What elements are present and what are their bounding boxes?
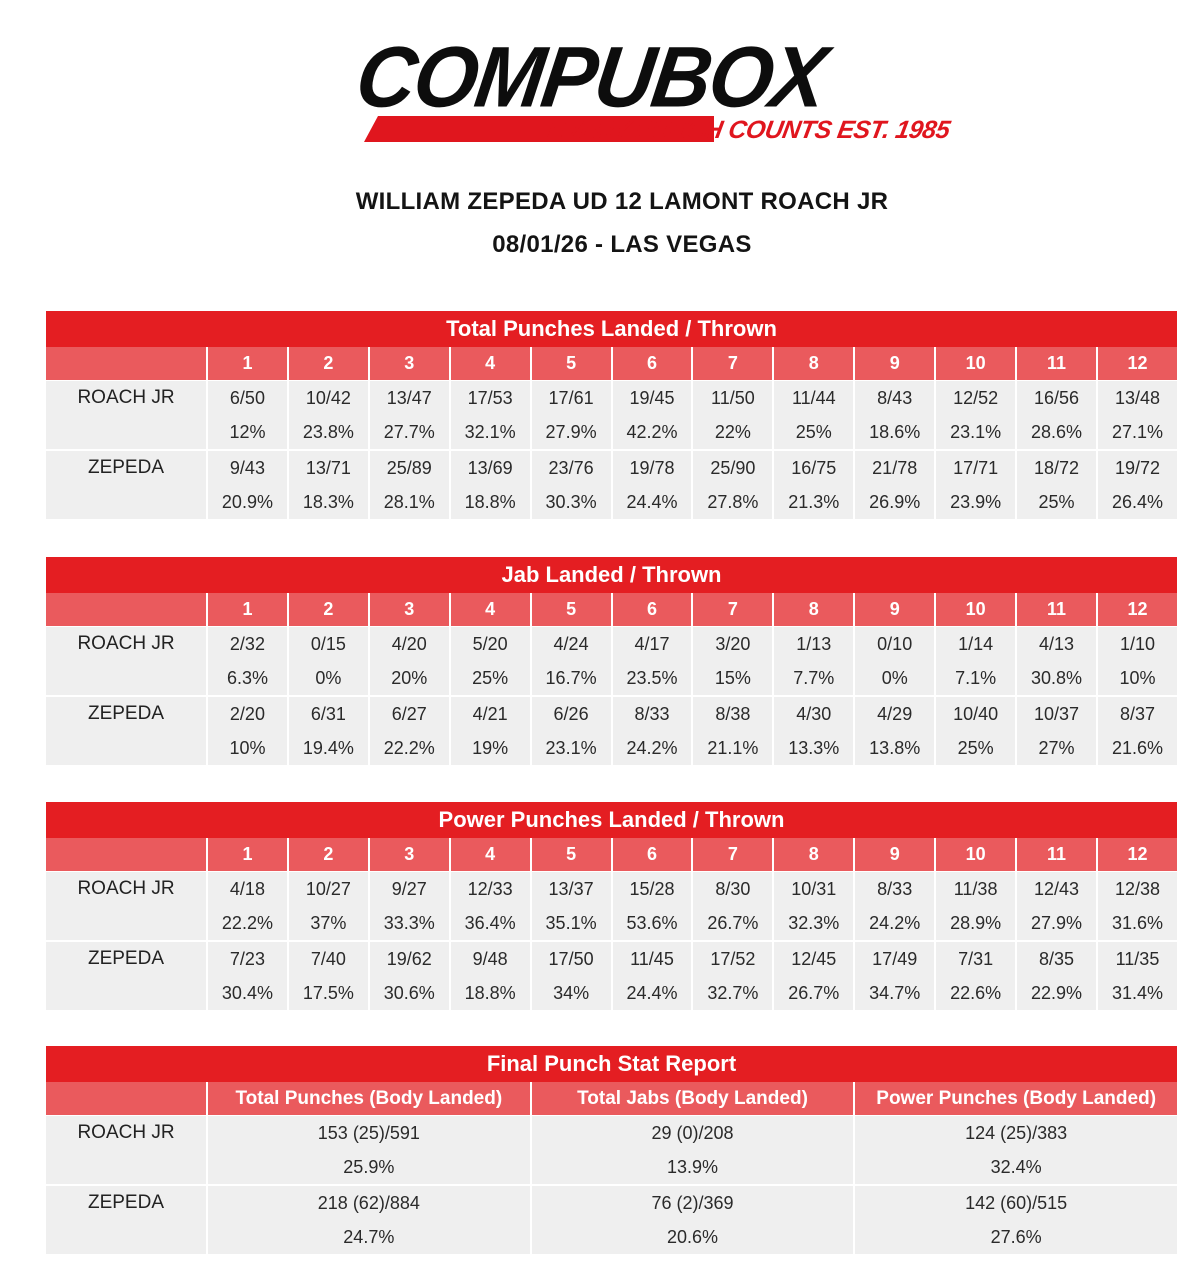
landed-thrown-cell: 8/35 [1015,940,1096,976]
landed-thrown-cell: 3/20 [691,626,772,661]
percentage-cell: 26.4% [1096,485,1177,519]
landed-thrown-cell: 13/37 [530,871,611,906]
percentage-cell: 53.6% [611,906,692,940]
round-header: 2 [287,838,368,871]
percentage-cell: 10% [206,731,287,765]
logo-tagline: EVERY PUNCH COUNTS EST. 1985 [545,116,952,144]
landed-thrown-cell: 12/38 [1096,871,1177,906]
fighter-name: ROACH JR [46,871,206,940]
percentage-cell: 25% [449,661,530,695]
round-header: 3 [368,838,449,871]
landed-thrown-cell: 7/23 [206,940,287,976]
landed-thrown-cell: 7/40 [287,940,368,976]
percentage-cell: 13.3% [772,731,853,765]
percentage-cell: 31.6% [1096,906,1177,940]
landed-thrown-cell: 8/33 [853,871,934,906]
percentage-cell: 23.9% [934,485,1015,519]
percentage-cell: 24.4% [611,976,692,1010]
percentage-cell: 23.1% [934,415,1015,449]
percentage-cell: 6.3% [206,661,287,695]
landed-thrown-cell: 2/20 [206,695,287,731]
percentage-cell: 35.1% [530,906,611,940]
landed-thrown-cell: 19/78 [611,449,692,485]
round-header: 10 [934,347,1015,380]
landed-thrown-cell: 4/30 [772,695,853,731]
landed-thrown-cell: 4/13 [1015,626,1096,661]
landed-thrown-cell: 8/38 [691,695,772,731]
percentage-cell: 26.7% [772,976,853,1010]
percentage-cell: 18.3% [287,485,368,519]
landed-thrown-cell: 0/10 [853,626,934,661]
percentage-cell: 26.7% [691,906,772,940]
round-header: 6 [611,347,692,380]
round-header: 1 [206,347,287,380]
header-blank-cell [46,347,206,380]
landed-thrown-cell: 9/43 [206,449,287,485]
landed-thrown-cell: 4/18 [206,871,287,906]
percentage-cell: 34% [530,976,611,1010]
round-header: 6 [611,593,692,626]
percentage-cell: 32.7% [691,976,772,1010]
percentage-cell: 24.4% [611,485,692,519]
landed-thrown-cell: 1/10 [1096,626,1177,661]
fighter-name: ZEPEDA [46,1184,206,1254]
percentage-cell: 17.5% [287,976,368,1010]
percentage-cell: 25% [772,415,853,449]
landed-thrown-cell: 13/48 [1096,380,1177,415]
percentage-cell: 32.4% [853,1150,1177,1184]
round-header: 11 [1015,347,1096,380]
percentage-cell: 27% [1015,731,1096,765]
landed-thrown-cell: 23/76 [530,449,611,485]
fighter-name: ROACH JR [46,1115,206,1184]
percentage-cell: 31.4% [1096,976,1177,1010]
percentage-cell: 21.3% [772,485,853,519]
percentage-cell: 23.5% [611,661,692,695]
final-report-table [46,1046,1177,1254]
percentage-cell: 28.1% [368,485,449,519]
landed-thrown-cell: 10/37 [1015,695,1096,731]
round-header: 12 [1096,838,1177,871]
percentage-cell: 19% [449,731,530,765]
percentage-cell: 22.9% [1015,976,1096,1010]
landed-thrown-cell: 8/37 [1096,695,1177,731]
percentage-cell: 32.1% [449,415,530,449]
percentage-cell: 20% [368,661,449,695]
landed-thrown-cell: 12/43 [1015,871,1096,906]
percentage-cell: 24.2% [611,731,692,765]
total-cell: 142 (60)/515 [853,1184,1177,1220]
landed-thrown-cell: 4/24 [530,626,611,661]
round-header: 5 [530,593,611,626]
percentage-cell: 28.9% [934,906,1015,940]
header-blank-cell [46,1082,206,1115]
round-header: 8 [772,593,853,626]
round-header: 10 [934,838,1015,871]
round-header: 2 [287,593,368,626]
round-header: 12 [1096,593,1177,626]
percentage-cell: 23.1% [530,731,611,765]
logo-wordmark: COMPUBOX [350,30,831,126]
round-header: 11 [1015,838,1096,871]
total-cell: 29 (0)/208 [530,1115,854,1150]
percentage-cell: 7.7% [772,661,853,695]
compubox-logo [350,30,952,150]
percentage-cell: 23.8% [287,415,368,449]
landed-thrown-cell: 19/62 [368,940,449,976]
table-caption: Final Punch Stat Report [46,1046,1177,1082]
landed-thrown-cell: 11/44 [772,380,853,415]
landed-thrown-cell: 10/27 [287,871,368,906]
landed-thrown-cell: 12/52 [934,380,1015,415]
percentage-cell: 34.7% [853,976,934,1010]
table-caption: Power Punches Landed / Thrown [46,802,1177,838]
percentage-cell: 0% [287,661,368,695]
percentage-cell: 30.4% [206,976,287,1010]
percentage-cell: 36.4% [449,906,530,940]
round-header: 7 [691,838,772,871]
landed-thrown-cell: 6/50 [206,380,287,415]
percentage-cell: 12% [206,415,287,449]
percentage-cell: 15% [691,661,772,695]
percentage-cell: 13.9% [530,1150,854,1184]
landed-thrown-cell: 10/40 [934,695,1015,731]
percentage-cell: 27.1% [1096,415,1177,449]
landed-thrown-cell: 17/50 [530,940,611,976]
total-cell: 153 (25)/591 [206,1115,530,1150]
fighter-name: ZEPEDA [46,695,206,765]
round-header: 10 [934,593,1015,626]
round-header: 7 [691,593,772,626]
round-header: 2 [287,347,368,380]
landed-thrown-cell: 11/38 [934,871,1015,906]
landed-thrown-cell: 11/50 [691,380,772,415]
table-caption: Total Punches Landed / Thrown [46,311,1177,347]
landed-thrown-cell: 1/13 [772,626,853,661]
jab-table [46,557,1177,765]
percentage-cell: 27.9% [530,415,611,449]
landed-thrown-cell: 25/90 [691,449,772,485]
header-blank-cell [46,593,206,626]
landed-thrown-cell: 17/49 [853,940,934,976]
round-header: 9 [853,838,934,871]
percentage-cell: 18.6% [853,415,934,449]
landed-thrown-cell: 8/43 [853,380,934,415]
percentage-cell: 10% [1096,661,1177,695]
landed-thrown-cell: 11/35 [1096,940,1177,976]
round-header: 12 [1096,347,1177,380]
percentage-cell: 21.1% [691,731,772,765]
round-header: 3 [368,347,449,380]
round-header: 6 [611,838,692,871]
percentage-cell: 22% [691,415,772,449]
landed-thrown-cell: 9/48 [449,940,530,976]
percentage-cell: 27.9% [1015,906,1096,940]
fighter-name: ROACH JR [46,626,206,695]
landed-thrown-cell: 13/71 [287,449,368,485]
percentage-cell: 42.2% [611,415,692,449]
landed-thrown-cell: 1/14 [934,626,1015,661]
percentage-cell: 30.3% [530,485,611,519]
round-header: 8 [772,347,853,380]
percentage-cell: 25% [1015,485,1096,519]
percentage-cell: 30.6% [368,976,449,1010]
percentage-cell: 19.4% [287,731,368,765]
fighter-name: ZEPEDA [46,449,206,519]
percentage-cell: 25.9% [206,1150,530,1184]
landed-thrown-cell: 19/45 [611,380,692,415]
total-cell: 124 (25)/383 [853,1115,1177,1150]
landed-thrown-cell: 17/61 [530,380,611,415]
landed-thrown-cell: 21/78 [853,449,934,485]
percentage-cell: 27.8% [691,485,772,519]
percentage-cell: 27.7% [368,415,449,449]
round-header: 9 [853,347,934,380]
percentage-cell: 22.2% [368,731,449,765]
landed-thrown-cell: 15/28 [611,871,692,906]
percentage-cell: 24.2% [853,906,934,940]
round-header: 4 [449,838,530,871]
landed-thrown-cell: 18/72 [1015,449,1096,485]
percentage-cell: 37% [287,906,368,940]
landed-thrown-cell: 17/52 [691,940,772,976]
percentage-cell: 0% [853,661,934,695]
landed-thrown-cell: 25/89 [368,449,449,485]
round-header: 9 [853,593,934,626]
landed-thrown-cell: 11/45 [611,940,692,976]
fight-date-location: 08/01/26 - LAS VEGAS [492,231,752,258]
landed-thrown-cell: 10/42 [287,380,368,415]
landed-thrown-cell: 13/69 [449,449,530,485]
round-header: 5 [530,838,611,871]
percentage-cell: 24.7% [206,1220,530,1254]
total-cell: 218 (62)/884 [206,1184,530,1220]
fight-title: WILLIAM ZEPEDA UD 12 LAMONT ROACH JR [355,188,889,215]
column-header: Power Punches (Body Landed) [853,1082,1177,1115]
round-header: 5 [530,347,611,380]
percentage-cell: 30.8% [1015,661,1096,695]
landed-thrown-cell: 9/27 [368,871,449,906]
landed-thrown-cell: 17/53 [449,380,530,415]
power-punches-table [46,802,1177,1010]
landed-thrown-cell: 6/27 [368,695,449,731]
percentage-cell: 26.9% [853,485,934,519]
percentage-cell: 20.9% [206,485,287,519]
round-header: 3 [368,593,449,626]
landed-thrown-cell: 13/47 [368,380,449,415]
round-header: 8 [772,838,853,871]
percentage-cell: 33.3% [368,906,449,940]
percentage-cell: 27.6% [853,1220,1177,1254]
fighter-name: ROACH JR [46,380,206,449]
round-header: 4 [449,347,530,380]
percentage-cell: 7.1% [934,661,1015,695]
round-header: 11 [1015,593,1096,626]
percentage-cell: 20.6% [530,1220,854,1254]
percentage-cell: 18.8% [449,485,530,519]
landed-thrown-cell: 16/56 [1015,380,1096,415]
landed-thrown-cell: 4/29 [853,695,934,731]
landed-thrown-cell: 17/71 [934,449,1015,485]
total-punches-table [46,311,1177,519]
landed-thrown-cell: 0/15 [287,626,368,661]
landed-thrown-cell: 19/72 [1096,449,1177,485]
landed-thrown-cell: 12/45 [772,940,853,976]
landed-thrown-cell: 16/75 [772,449,853,485]
percentage-cell: 18.8% [449,976,530,1010]
percentage-cell: 32.3% [772,906,853,940]
landed-thrown-cell: 8/30 [691,871,772,906]
landed-thrown-cell: 5/20 [449,626,530,661]
landed-thrown-cell: 10/31 [772,871,853,906]
landed-thrown-cell: 4/20 [368,626,449,661]
landed-thrown-cell: 8/33 [611,695,692,731]
header-blank-cell [46,838,206,871]
landed-thrown-cell: 4/21 [449,695,530,731]
landed-thrown-cell: 2/32 [206,626,287,661]
column-header: Total Punches (Body Landed) [206,1082,530,1115]
fighter-name: ZEPEDA [46,940,206,1010]
percentage-cell: 22.2% [206,906,287,940]
table-caption: Jab Landed / Thrown [46,557,1177,593]
percentage-cell: 16.7% [530,661,611,695]
landed-thrown-cell: 12/33 [449,871,530,906]
column-header: Total Jabs (Body Landed) [530,1082,854,1115]
total-cell: 76 (2)/369 [530,1184,854,1220]
percentage-cell: 25% [934,731,1015,765]
round-header: 4 [449,593,530,626]
round-header: 1 [206,838,287,871]
percentage-cell: 28.6% [1015,415,1096,449]
landed-thrown-cell: 4/17 [611,626,692,661]
landed-thrown-cell: 6/26 [530,695,611,731]
round-header: 7 [691,347,772,380]
percentage-cell: 22.6% [934,976,1015,1010]
percentage-cell: 13.8% [853,731,934,765]
percentage-cell: 21.6% [1096,731,1177,765]
landed-thrown-cell: 6/31 [287,695,368,731]
landed-thrown-cell: 7/31 [934,940,1015,976]
round-header: 1 [206,593,287,626]
